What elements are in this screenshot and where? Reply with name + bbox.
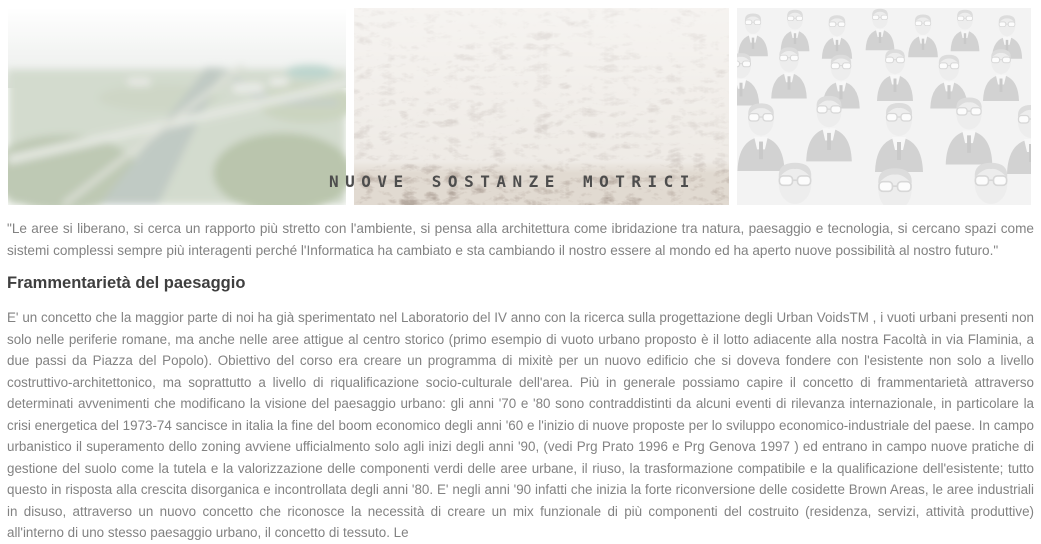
section-heading: Frammentarietà del paesaggio	[7, 274, 246, 292]
section-body-paragraph: E' un concetto che la maggior parte di noi ha già sperimentato nel Laboratorio del IV anno con la ricerca sulla progettazione degli Urban VoidsTM , i vuoti urbani presenti non solo nelle periferie romane, ma anche nelle aree attigue al centro storico (primo esempio di vuoto urbano proposto è il lotto adiacente alla nostra Facoltà in via Flaminia, a due passi da Piazza del Popolo). Obiettivo del corso era creare un programma di mixitè per un nuovo edificio che si doveva fondere con l'esistente non solo a livello costruttivo-architettonico, ma soprattutto a livello di riqualificazione socio-culturale dell'area. Più in generale possiamo capire il concetto di frammentarietà attraverso determinati avvenimenti che modificano la visione del paesaggio urbano: gli anni '70 e '80 sono contraddistinti da alcuni eventi di rilevanza internazionale, in particolare la crisi energetica del 1973-74 sancisce in italia la fine del boom economico degli anni '60 e l'inizio di nuove proposte per lo sviluppo economico-industriale del paese. In campo urbanistico il superamento dello zoning avviene ufficialmento solo agli inizi degli anni '90, (vedi Prg Prato 1996 e Prg Genova 1997 ) ed entrano in campo nuove pratiche di gestione del suolo come la tutela e la valorizzazione delle componenti verdi delle aree urbane, il riuso, la trasformazione compatibile e la qualificazione dell'esistente; tutto questo in risposta alla crescita disorganica e incontrollata degli anni '80. E' negli anni '90 infatti che inizia la forte riconversione delle cosidette Brown Areas, le aree industriali in disuso, attraverso un nuovo concetto che riconosce la necessità di creare un mix funzionale di più componenti del costruito (residenza, servizi, attività produttive) all'interno di uno stesso paesaggio urbano, il concetto di tessuto. Le	[7, 310, 1034, 540]
banner-title: NUOVE SOSTANZE MOTRICI	[329, 172, 696, 191]
aerial-river-landscape-photo	[8, 8, 346, 205]
audience-3d-glasses-photo	[737, 8, 1031, 205]
intro-quote: "Le aree si liberano, si cerca un rapporto più stretto con l'ambiente, si pensa alla architettura come ibridazione tra natura, paesaggio e tecnologia, si cercano spazi come sistemi complessi sempre più interagenti perché l'Informatica ha cambiato e sta cambiando il nostro essere al mondo ed ha aperto nuove possibilità al nostro futuro."	[7, 221, 1034, 258]
content-area	[0, 218, 1041, 544]
header-banner	[0, 0, 1041, 205]
